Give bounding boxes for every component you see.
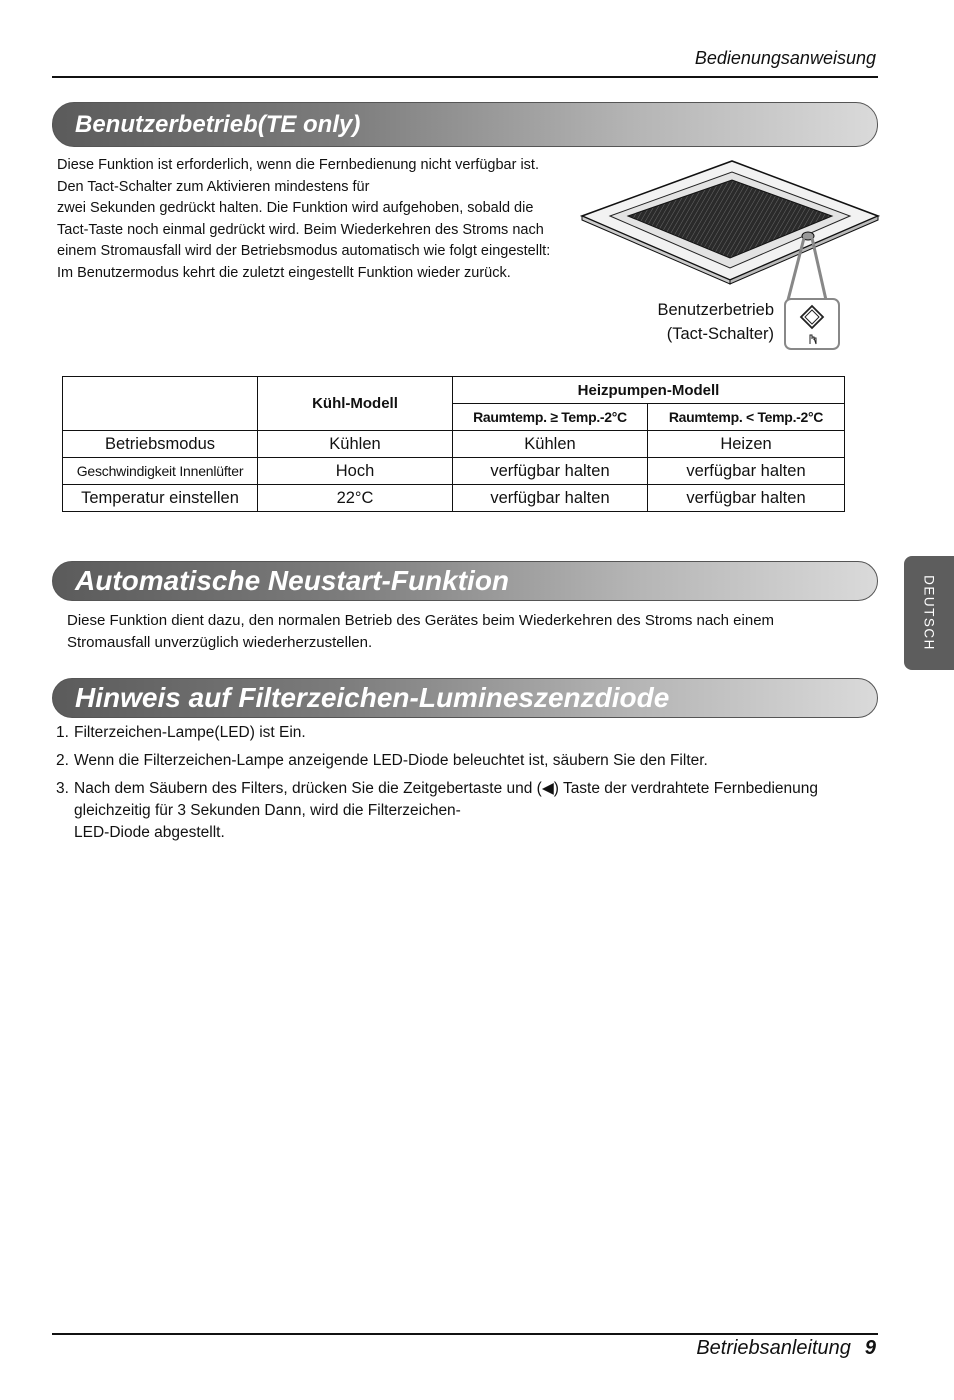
table-header-heatpump: Heizpumpen-Modell [453,377,845,404]
table-row [63,431,845,458]
filter-steps [56,722,818,850]
step-text: Wenn die Filterzeichen-Lampe anzeigende LED-Diode beleuchtet ist, säubern Sie den Filter. [74,752,708,769]
caption-line: Benutzerbetrieb [657,301,774,319]
table-cell: Betriebsmodus [63,431,258,458]
footer [696,1337,876,1360]
text-line: Tact-Taste noch einmal gedrückt wird. Beim Wiederkehren des Stroms nach [57,221,544,238]
step-number: 1. [56,724,69,741]
table-cell: Temperatur einstellen [63,485,258,512]
switch-caption [600,298,774,346]
text-line: Diese Funktion ist erforderlich, wenn die Fernbedienung nicht verfügbar ist. [57,157,539,173]
table-row [63,485,845,512]
list-item [56,778,818,844]
table-cell: 22°C [258,485,453,512]
caption-line: (Tact-Schalter) [666,325,774,343]
text-line: Den Tact-Schalter zum Aktivieren mindestens für [57,178,370,195]
table-subheader-lt: Raumtemp. < Temp.-2°C [648,404,845,431]
step-text: gleichzeitig für 3 Sekunden Dann, wird die Filterzeichen- [74,802,461,819]
section-banner-benutzer [52,102,878,147]
table-cell: verfügbar halten [453,458,648,485]
table-cell: Heizen [648,431,845,458]
section-banner-neustart [52,561,878,601]
list-item [56,750,818,772]
footer-rule [52,1333,878,1335]
table-row [63,458,845,485]
text-line: einem Stromausfall wird der Betriebsmodus automatisch wie folgt eingestellt: [57,243,551,260]
footer-label: Betriebsanleitung [696,1337,851,1359]
step-number: 3. [56,780,69,797]
step-number: 2. [56,752,69,769]
table-header-cool: Kühl-Modell [258,377,453,431]
ceiling-cassette-illustration [580,158,880,318]
step-text: LED-Diode abgestellt. [74,824,225,841]
tact-switch-icon [786,300,838,348]
list-item [56,722,818,744]
section-title-benutzer: Benutzerbetrieb(TE only) [75,111,361,138]
mode-table [62,376,845,512]
table-cell: Kühlen [258,431,453,458]
language-side-tab [904,556,954,670]
table-cell: Kühlen [453,431,648,458]
table-cell: Hoch [258,458,453,485]
section-title-neustart: Automatische Neustart-Funktion [75,565,510,596]
table-cell: verfügbar halten [648,458,845,485]
header-rule [52,76,878,78]
text-line: Stromausfall unverzüglich wiederherzustellen. [67,633,373,651]
table-cell: Geschwindigkeit Innenlüfter [63,458,258,485]
page-number: 9 [864,1337,876,1359]
table-subheader-ge: Raumtemp. ≥ Temp.-2°C [453,404,648,431]
step-text: Filterzeichen-Lampe(LED) ist Ein. [74,724,306,741]
header-title: Bedienungsanweisung [694,48,876,68]
text-line: Diese Funktion dient dazu, den normalen Betrieb des Gerätes beim Wiederkehren des Stroms nach einem [67,612,775,629]
text-line: Im Benutzermodus kehrt die zuletzt eingestellt Funktion wieder zurück. [57,264,511,281]
step-text: Nach dem Säubern des Filters, drücken Sie die Zeitgebertaste und (◀) Taste der verdrahtete Fernbedienung [74,780,818,797]
language-label: DEUTSCH [921,575,937,651]
section-title-filter: Hinweis auf Filterzeichen-Lumineszenzdiode [75,682,670,713]
table-corner-cell [63,377,258,431]
table-cell: verfügbar halten [453,485,648,512]
section-banner-filter [52,678,878,718]
table-cell: verfügbar halten [648,485,845,512]
text-line: zwei Sekunden gedrückt halten. Die Funktion wird aufgehoben, sobald die [57,200,534,217]
benutzer-description [57,155,550,285]
tact-switch-box [784,298,840,350]
neustart-description [67,610,774,653]
